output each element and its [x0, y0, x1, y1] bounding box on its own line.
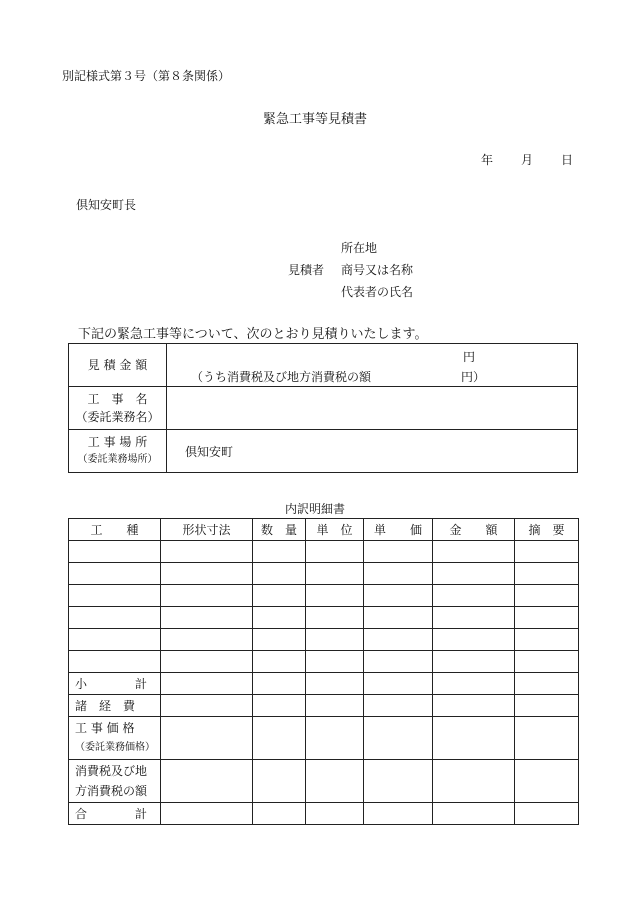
col-header-unit: 単 位	[306, 519, 364, 541]
addressee: 倶知安町長	[76, 198, 137, 212]
table-row	[69, 629, 579, 651]
yen-close: 円）	[461, 370, 486, 384]
table-row	[69, 585, 579, 607]
estimator-role: 見積者	[288, 263, 325, 277]
work-name-sub: （委託業務名）	[75, 410, 160, 424]
detail-table	[68, 518, 579, 825]
estimate-summary-table	[68, 343, 578, 473]
work-name-label: 工 事 名	[87, 392, 148, 406]
col-header-quantity: 数 量	[253, 519, 306, 541]
tax-label-line2: 方消費税の額	[75, 784, 148, 798]
col-header-dimensions: 形状寸法	[161, 519, 253, 541]
subtotal-label: 小 計	[69, 673, 161, 695]
representative-label: 代表者の氏名	[341, 285, 414, 299]
expenses-label: 諸 経 費	[69, 695, 161, 717]
company-label: 商号又は名称	[341, 263, 414, 277]
tax-note: （うち消費税及び地方消費税の額	[191, 370, 372, 384]
tax-row	[69, 760, 579, 803]
place-label: 工 事 場 所	[87, 435, 148, 449]
work-price-cell	[69, 717, 161, 760]
table-row	[69, 563, 579, 585]
tax-cell	[69, 760, 161, 803]
place-sub: （委託業務場所）	[77, 454, 158, 465]
date-month: 月	[521, 153, 534, 167]
table-row	[69, 541, 579, 563]
place-value: 倶知安町	[185, 444, 234, 459]
address-label: 所在地	[341, 241, 378, 255]
expenses-row	[69, 695, 579, 717]
document-title: 緊急工事等見積書	[262, 112, 367, 127]
detail-title: 内訳明細書	[284, 502, 345, 516]
work-price-row	[69, 717, 579, 760]
col-header-amount: 金 額	[433, 519, 515, 541]
place-cell[interactable]	[167, 430, 578, 473]
work-name-cell[interactable]	[167, 387, 578, 430]
total-row	[69, 803, 579, 825]
work-name-header	[69, 387, 167, 430]
amount-cell[interactable]	[167, 344, 578, 387]
place-header	[69, 430, 167, 473]
col-header-unit-price: 単 価	[364, 519, 433, 541]
table-row	[69, 651, 579, 673]
table-row	[69, 607, 579, 629]
work-price-sub: （委託業務価格）	[75, 742, 155, 753]
amount-label: 見 積 金 額	[69, 344, 167, 387]
col-header-remarks: 摘 要	[515, 519, 579, 541]
col-header-work-type: 工 種	[69, 519, 161, 541]
tax-label-line1: 消費税及び地	[75, 764, 148, 778]
date-year: 年	[481, 153, 494, 167]
total-label: 合 計	[69, 803, 161, 825]
intro-text: 下記の緊急工事等について、次のとおり見積りいたします。	[78, 327, 428, 342]
date-day: 日	[561, 153, 574, 167]
subtotal-row	[69, 673, 579, 695]
yen-unit: 円	[463, 350, 476, 364]
form-number: 別記様式第３号（第８条関係）	[62, 69, 231, 83]
work-price-label: 工 事 価 格	[75, 721, 135, 735]
